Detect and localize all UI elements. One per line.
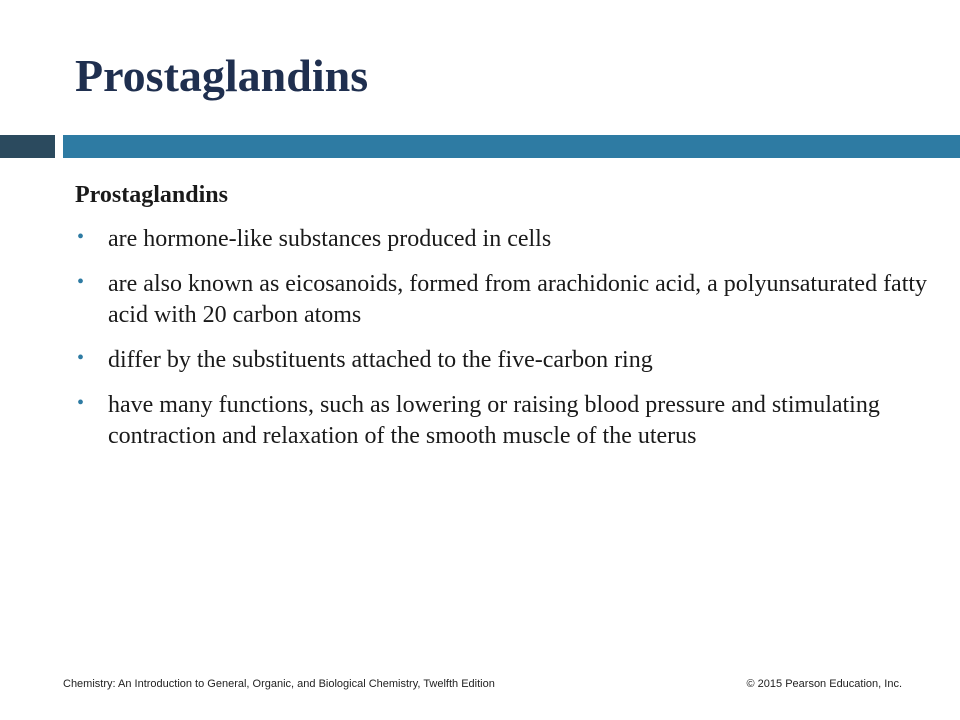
footer-copyright: © 2015 Pearson Education, Inc. xyxy=(746,678,902,690)
bullet-icon: • xyxy=(77,347,85,369)
bullet-item xyxy=(75,390,935,452)
bullet-text: are hormone-like substances produced in cells xyxy=(108,226,552,252)
title-divider-bar xyxy=(63,135,960,158)
bullet-list xyxy=(75,224,935,452)
bullet-icon: • xyxy=(77,226,85,248)
bullet-text: differ by the substituents attached to the five-carbon ring xyxy=(108,347,653,373)
bullet-item xyxy=(75,269,935,331)
bullet-text: have many functions, such as lowering or raising blood pressure and stimulating contraction and relaxation of the smooth muscle of the uterus xyxy=(108,392,880,449)
footer-book-title: Chemistry: An Introduction to General, Organic, and Biological Chemistry, Twelfth Edition xyxy=(63,678,495,690)
bullet-item xyxy=(75,224,935,255)
body-subheading: Prostaglandins xyxy=(75,182,228,208)
bullet-item xyxy=(75,345,935,376)
bullet-icon: • xyxy=(77,271,85,293)
bullet-text: are also known as eicosanoids, formed from arachidonic acid, a polyunsaturated fatty acid with 20 carbon atoms xyxy=(108,271,928,328)
title-divider-dark-block xyxy=(0,135,55,158)
slide-title: Prostaglandins xyxy=(75,50,369,101)
slide-body xyxy=(75,180,935,466)
bullet-icon: • xyxy=(77,392,85,414)
